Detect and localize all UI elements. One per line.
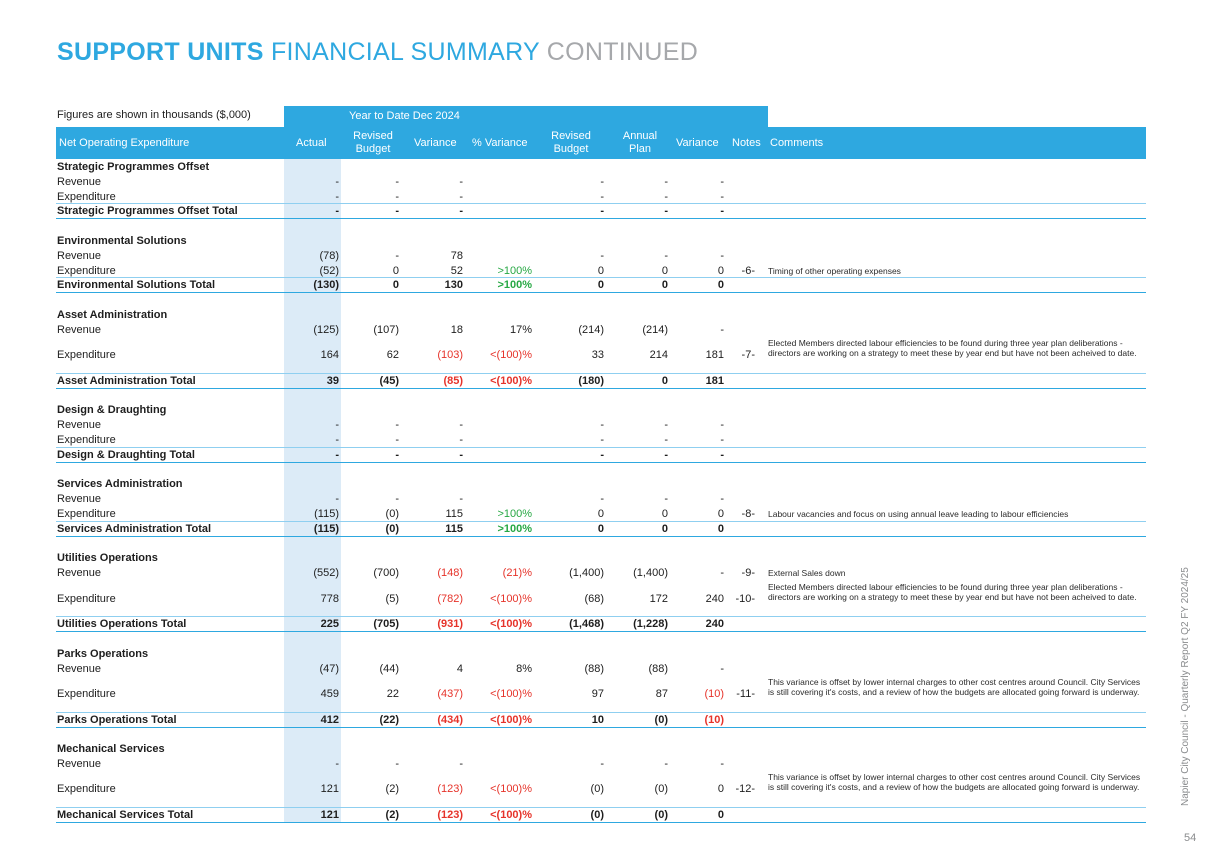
section-heading [56,647,1146,661]
section-heading [56,160,1146,174]
cell-pct: <(100)% [490,593,532,605]
cell-pct: (21)% [502,567,532,579]
cell-annual-plan: 0 [661,523,668,535]
cell-variance: - [459,205,463,217]
section-name: Utilities Operations [57,552,158,564]
cell-variance: - [459,434,463,446]
row-comment: Labour vacancies and focus on using annual leave leading to labour efficiencies [768,509,1069,519]
cell-variance: (931) [437,618,463,630]
section-heading [56,742,1146,756]
row-label: Revenue [57,567,102,579]
table-row [56,249,1146,263]
cell-actual: (115) [313,523,339,535]
cell-actual: - [335,758,339,770]
cell-annual-rev-budget: - [600,176,604,188]
cell-actual: 164 [320,349,339,361]
cell-annual-plan: (1,400) [633,567,668,579]
title-part-1: SUPPORT UNITS [57,38,264,66]
table-row [56,757,1146,771]
cell-variance: 4 [456,663,463,675]
row-label: Mechanical Services Total [57,809,194,821]
cell-annual-variance: 0 [717,279,724,291]
cell-annual-variance: - [720,758,724,770]
cell-annual-variance: 0 [717,783,724,795]
cell-annual-rev-budget: (1,400) [569,567,604,579]
cell-actual: (47) [319,663,339,675]
cell-annual-plan: 87 [655,688,668,700]
cell-actual: (115) [314,508,339,520]
cell-actual: 225 [320,618,339,630]
section-name: Services Administration [57,478,183,490]
cell-annual-variance: - [720,493,724,505]
cell-annual-rev-budget: - [600,191,604,203]
table-row [56,492,1146,506]
cell-annual-rev-budget: 10 [591,714,604,726]
cell-actual: (52) [319,265,339,277]
cell-annual-plan: 0 [661,279,668,291]
row-label: Expenditure [57,191,116,203]
cell-pct: 8% [516,663,532,675]
cell-annual-variance: 181 [705,349,724,361]
cell-rev-budget: - [395,250,399,262]
cell-variance: (85) [443,375,463,387]
cell-annual-rev-budget: 0 [597,508,604,520]
cell-variance: 78 [450,250,463,262]
cell-variance: - [459,758,463,770]
cell-variance: 52 [450,265,463,277]
cell-annual-variance: 0 [717,523,724,535]
cell-pct: <(100)% [490,375,532,387]
header-annual-plan: Annual Plan [622,130,658,155]
row-comment: External Sales down [768,568,846,578]
cell-actual: 121 [320,809,339,821]
cell-rev-budget: (705) [373,618,399,630]
page-number: 54 [1184,832,1197,844]
cell-annual-plan: (1,228) [633,618,668,630]
row-label: Utilities Operations Total [57,618,187,630]
table-row-total [56,448,1146,463]
cell-variance: (148) [437,567,463,579]
cell-actual: (130) [313,279,339,291]
cell-annual-variance: - [720,434,724,446]
cell-annual-variance: - [720,324,724,336]
cell-variance: - [459,419,463,431]
cell-annual-variance: 0 [717,265,724,277]
cell-annual-plan: - [664,434,668,446]
cell-rev-budget: (107) [373,324,399,336]
title-part-2: FINANCIAL SUMMARY [270,38,540,66]
cell-pct: <(100)% [490,783,532,795]
cell-annual-variance: - [720,176,724,188]
table-header [56,127,1146,159]
row-label: Revenue [57,758,102,770]
cell-annual-plan: 214 [649,349,668,361]
cell-annual-variance: - [720,205,724,217]
cell-annual-plan: - [664,493,668,505]
cell-pct: <(100)% [490,349,532,361]
row-label: Expenditure [57,593,116,605]
cell-annual-variance: 240 [705,593,724,605]
section-heading [56,234,1146,248]
row-label: Expenditure [57,265,116,277]
figures-note: Figures are shown in thousands ($,000) [57,109,251,121]
row-label: Revenue [57,663,102,675]
cell-annual-rev-budget: - [600,434,604,446]
cell-annual-plan: (0) [654,714,668,726]
row-comment: This variance is offset by lower internal charges to other cost centres around Council. City Services is still covering it's costs, and a review of how the budgets are allocated going forward is underway. [768,772,1141,792]
cell-annual-plan: 172 [649,593,668,605]
cell-variance: (123) [437,809,463,821]
cell-pct: >100% [497,508,532,520]
cell-note: -9- [741,567,755,579]
section-heading [56,551,1146,565]
cell-note: -11- [736,688,755,700]
cell-annual-variance: 181 [705,375,724,387]
cell-variance: 115 [445,523,463,535]
cell-annual-variance: - [720,663,724,675]
cell-annual-variance: (10) [704,714,724,726]
cell-pct: <(100)% [490,688,532,700]
cell-annual-plan: - [664,758,668,770]
row-label: Expenditure [57,434,116,446]
cell-actual: - [335,449,339,461]
header-comments: Comments [770,137,824,149]
cell-annual-rev-budget: 33 [591,349,604,361]
cell-annual-rev-budget: - [600,205,604,217]
cell-pct: >100% [497,279,532,291]
cell-rev-budget: (0) [385,508,399,520]
cell-rev-budget: - [395,419,399,431]
table-row [56,190,1146,204]
cell-rev-budget: (44) [379,663,399,675]
cell-variance: 115 [445,508,463,520]
header-revised-budget-ytd: Revised Budget [353,130,393,155]
cell-annual-rev-budget: 0 [597,523,604,535]
header-net-operating-expenditure: Net Operating Expenditure [59,137,190,149]
cell-annual-plan: 0 [661,508,668,520]
row-comment: Elected Members directed labour efficiencies to be found during three year plan deliberations - directors are working on a strategy to meet these by year end but have not been acheived to date. [768,338,1137,358]
table-row-total [56,808,1146,823]
cell-variance: (437) [437,688,463,700]
row-label: Expenditure [57,349,116,361]
cell-annual-variance: - [720,250,724,262]
row-label: Revenue [57,324,102,336]
cell-rev-budget: (0) [385,523,399,535]
cell-annual-rev-budget: - [600,758,604,770]
cell-note: -6- [741,265,755,277]
cell-pct: <(100)% [490,618,532,630]
cell-actual: - [335,176,339,188]
cell-pct: >100% [497,523,532,535]
cell-pct: <(100)% [490,809,532,821]
cell-rev-budget: (700) [373,567,399,579]
cell-annual-rev-budget: (1,468) [569,618,604,630]
cell-actual: - [335,205,339,217]
cell-annual-plan: - [664,205,668,217]
cell-annual-rev-budget: 0 [597,279,604,291]
cell-note: -12- [735,783,755,795]
title-part-3: CONTINUED [546,38,699,66]
cell-variance: (123) [437,783,463,795]
cell-annual-rev-budget: - [600,449,604,461]
page-title [57,38,698,67]
cell-note: -8- [741,508,755,520]
cell-annual-rev-budget: (214) [578,324,604,336]
row-label: Revenue [57,176,102,188]
section-name: Environmental Solutions [57,235,187,247]
table-row-total [56,522,1146,537]
cell-note: -10- [735,593,755,605]
cell-annual-plan: (214) [642,324,668,336]
table-row [56,323,1146,337]
cell-rev-budget: - [395,493,399,505]
cell-annual-plan: (0) [654,809,668,821]
cell-pct: 17% [509,324,532,336]
cell-note: -7- [741,349,755,361]
cell-rev-budget: 0 [392,279,399,291]
cell-annual-plan: - [664,419,668,431]
cell-actual: - [335,191,339,203]
cell-actual: - [335,419,339,431]
cell-pct: <(100)% [490,714,532,726]
row-label: Revenue [57,493,102,505]
cell-annual-rev-budget: (0) [590,783,604,795]
row-label: Expenditure [57,508,116,520]
section-name: Mechanical Services [57,743,165,755]
row-label: Services Administration Total [57,523,212,535]
cell-annual-rev-budget: (0) [590,809,604,821]
cell-rev-budget: 62 [386,349,399,361]
table-row [56,433,1146,447]
cell-annual-variance: - [720,191,724,203]
cell-pct: >100% [497,265,532,277]
table-row-total [56,374,1146,389]
row-comment: Elected Members directed labour efficiencies to be found during three year plan deliberations - directors are working on a strategy to meet these by year end but have not been acheived to date. [768,582,1137,602]
cell-annual-variance: 0 [717,809,724,821]
cell-variance: 18 [450,324,463,336]
cell-annual-plan: (88) [648,663,668,675]
cell-actual: 39 [326,375,339,387]
header-variance: Variance [676,137,719,149]
cell-annual-rev-budget: (88) [584,663,604,675]
section-name: Strategic Programmes Offset [57,161,210,173]
row-label: Strategic Programmes Offset Total [57,205,238,217]
cell-annual-rev-budget: 0 [597,265,604,277]
cell-annual-plan: 0 [661,375,668,387]
cell-annual-rev-budget: - [600,493,604,505]
cell-variance: - [459,191,463,203]
cell-variance: 130 [444,279,463,291]
section-name: Design & Draughting [57,404,167,416]
cell-rev-budget: (2) [385,783,399,795]
table-row-total [56,278,1146,293]
cell-variance: (782) [437,593,463,605]
table-row-total [56,204,1146,219]
section-heading [56,308,1146,322]
row-label: Expenditure [57,783,116,795]
cell-annual-variance: 0 [717,508,724,520]
cell-annual-plan: - [664,250,668,262]
row-comment: Timing of other operating expenses [768,266,901,276]
table-row-total [56,713,1146,728]
cell-rev-budget: (45) [379,375,399,387]
table-row [56,175,1146,189]
cell-rev-budget: - [395,205,399,217]
cell-rev-budget: (2) [385,809,399,821]
year-to-date-band [284,106,768,127]
cell-variance: - [459,176,463,188]
table-row [56,662,1146,676]
row-label: Parks Operations Total [57,714,177,726]
cell-rev-budget: - [395,758,399,770]
cell-annual-plan: (0) [654,783,668,795]
cell-annual-rev-budget: (180) [578,375,604,387]
cell-annual-plan: - [664,176,668,188]
cell-annual-plan: - [664,191,668,203]
row-label: Design & Draughting Total [57,449,195,461]
cell-rev-budget: - [395,176,399,188]
row-label: Expenditure [57,688,116,700]
cell-variance: (103) [437,349,463,361]
cell-annual-rev-budget: (68) [584,593,604,605]
cell-actual: 778 [320,593,339,605]
cell-annual-variance: (10) [704,688,724,700]
header-pct-variance: % Variance [472,137,528,149]
cell-actual: 121 [320,783,339,795]
table-row-total [56,617,1146,632]
cell-annual-rev-budget: - [600,419,604,431]
cell-annual-rev-budget: - [600,250,604,262]
cell-actual: 412 [320,714,339,726]
table-row [56,418,1146,432]
cell-annual-variance: - [720,567,724,579]
cell-rev-budget: 22 [386,688,399,700]
cell-actual: 459 [320,688,339,700]
section-heading [56,403,1146,417]
row-label: Environmental Solutions Total [57,279,216,291]
footer-side-text: Napier City Council - Quarterly Report Q2 FY 2024/25 [1180,567,1191,806]
cell-annual-variance: 240 [705,618,724,630]
header-notes: Notes [732,137,761,149]
cell-actual: - [335,434,339,446]
section-name: Parks Operations [57,648,149,660]
cell-annual-variance: - [720,449,724,461]
cell-actual: (78) [319,250,339,262]
cell-variance: (434) [437,714,463,726]
row-label: Asset Administration Total [57,375,196,387]
header-actual: Actual [296,137,327,149]
cell-rev-budget: (5) [385,593,399,605]
section-name: Asset Administration [57,309,168,321]
cell-annual-rev-budget: 97 [591,688,604,700]
cell-actual: (552) [313,567,339,579]
cell-rev-budget: (22) [379,714,399,726]
cell-annual-plan: 0 [661,265,668,277]
cell-rev-budget: - [395,191,399,203]
cell-variance: - [459,449,463,461]
cell-annual-variance: - [720,419,724,431]
year-to-date-label: Year to Date Dec 2024 [349,110,460,122]
row-label: Revenue [57,250,102,262]
header-variance-ytd: Variance [414,137,457,149]
cell-actual: (125) [313,324,339,336]
header-revised-budget: Revised Budget [551,130,591,155]
cell-variance: - [459,493,463,505]
cell-rev-budget: - [395,434,399,446]
cell-rev-budget: 0 [392,265,399,277]
cell-rev-budget: - [395,449,399,461]
row-label: Revenue [57,419,102,431]
section-heading [56,477,1146,491]
cell-actual: - [335,493,339,505]
row-comment: This variance is offset by lower internal charges to other cost centres around Council. City Services is still covering it's costs, and a review of how the budgets are allocated going forward is underway. [768,677,1141,697]
cell-annual-plan: - [664,449,668,461]
